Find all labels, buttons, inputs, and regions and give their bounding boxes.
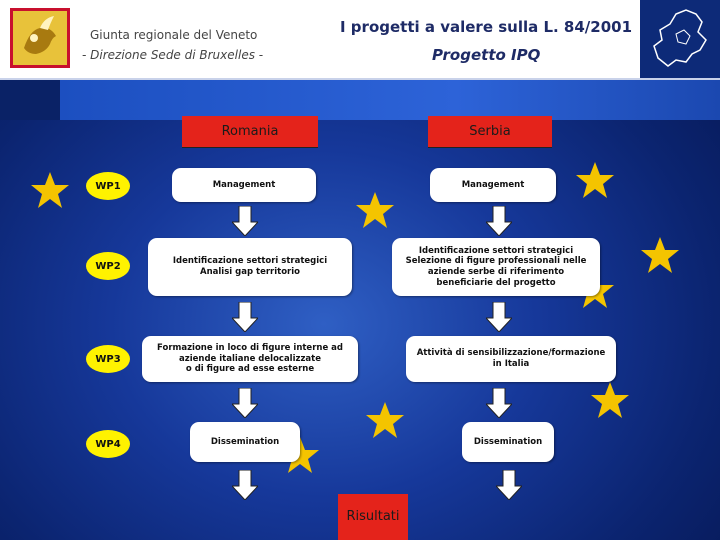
page-title: I progetti a valere sulla L. 84/2001 xyxy=(340,18,633,36)
romania-wp3-box xyxy=(142,336,358,382)
org-line: Giunta regionale del Veneto xyxy=(90,28,258,42)
down-arrow-icon xyxy=(232,206,258,236)
down-arrow-icon xyxy=(486,302,512,332)
europe-map-icon xyxy=(640,0,720,78)
box-text: Formazione in loco di figure interne ad aziende italiane delocalizzate o di figure ad esse esterne xyxy=(157,343,343,375)
star-icon xyxy=(590,380,630,420)
results-box: Risultati xyxy=(338,494,408,540)
serbia-wp2-box xyxy=(392,238,600,296)
project-subtitle: Progetto IPQ xyxy=(432,46,541,64)
down-arrow-icon xyxy=(486,388,512,418)
star-icon xyxy=(365,400,405,440)
serbia-wp3-box xyxy=(406,336,616,382)
star-icon xyxy=(640,235,680,275)
serbia-wp1-box xyxy=(430,168,556,202)
box-text: Identificazione settori strategici Analisi gap territorio xyxy=(172,256,328,277)
veneto-lion-logo-icon xyxy=(10,8,70,68)
star-icon xyxy=(575,160,615,200)
column-romania: Romania xyxy=(182,116,318,148)
romania-wp4-box xyxy=(190,422,300,462)
down-arrow-icon xyxy=(486,206,512,236)
wp-label: WP2 xyxy=(86,252,130,280)
box-text: Attività di sensibilizzazione/formazione in Italia xyxy=(416,348,606,369)
box-text: Dissemination xyxy=(210,436,280,447)
romania-wp2-box xyxy=(148,238,352,296)
star-icon xyxy=(30,170,70,210)
column-serbia: Serbia xyxy=(428,116,552,148)
box-text: Management xyxy=(461,179,525,190)
dept-line: - Direzione Sede di Bruxelles - xyxy=(82,48,264,62)
down-arrow-icon xyxy=(232,388,258,418)
wp-label: WP1 xyxy=(86,172,130,200)
header-band-left xyxy=(0,80,60,120)
down-arrow-icon xyxy=(496,470,522,500)
romania-wp1-box xyxy=(172,168,316,202)
header-band xyxy=(60,80,720,120)
box-text: Management xyxy=(212,179,276,190)
wp-label: WP3 xyxy=(86,345,130,373)
box-text: Identificazione settori strategici Selezione di figure professionali nelle aziende serbe di riferimento beneficiarie del progetto xyxy=(405,245,587,288)
star-icon xyxy=(355,190,395,230)
wp-label: WP4 xyxy=(86,430,130,458)
down-arrow-icon xyxy=(232,470,258,500)
box-text: Dissemination xyxy=(473,436,543,447)
serbia-wp4-box xyxy=(462,422,554,462)
down-arrow-icon xyxy=(232,302,258,332)
